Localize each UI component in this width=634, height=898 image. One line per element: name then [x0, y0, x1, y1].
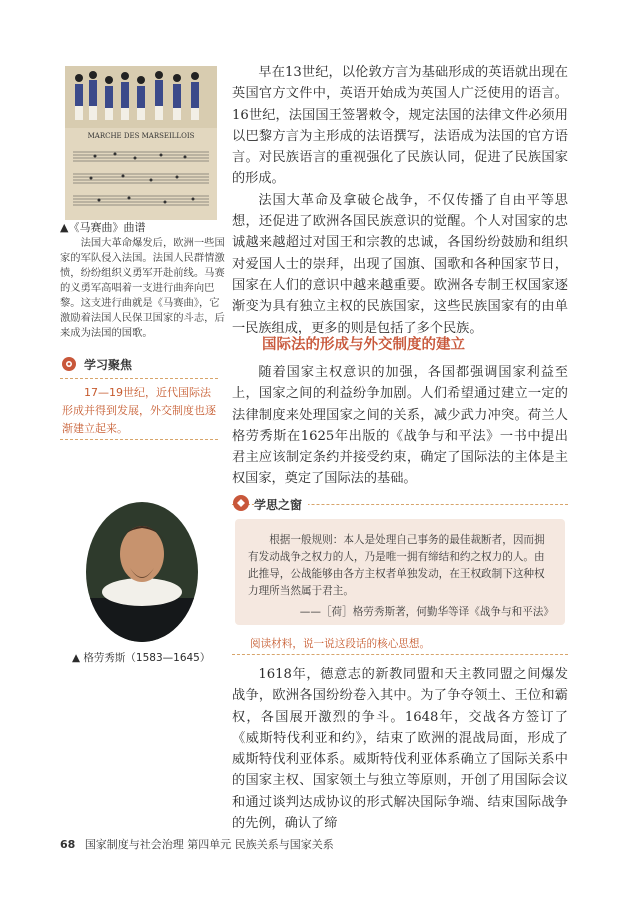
- quote-text: 根据一般规则：本人是处理自己事务的最佳裁断者，因而拥有发动战争之权力的人，乃是唯一拥有缔结和约之权力的人。由此推导，公战能够由各方主权者单独发动，在王权政制下这种权力理所当然属于君主。: [248, 534, 545, 597]
- grotius-portrait: [86, 502, 198, 642]
- main-text-block-1: [232, 62, 568, 339]
- sheet-music-title: MARCHE DES MARSEILLOIS: [87, 132, 195, 140]
- section-heading: 国际法的形成与外交制度的建立: [262, 337, 465, 353]
- paragraph-4: 1618年，德意志的新教同盟和天主教同盟之间爆发战争，欧洲各国纷纷卷入其中。为了争夺领土、王位和霸权，各国展开激烈的争斗。1648年，交战各方签订了《威斯特伐利亚和约》，结束了欧洲的混战局面，形成了威斯特伐利亚体系。威斯特伐利亚体系确立了国际关系中的国家主权、国家领土与独立等原则，开创了用国际会议和通过谈判达成协议的形式解决国际争端、结束国际战争的先例，确认了缔: [232, 667, 568, 832]
- main-text-block-3: [232, 664, 568, 834]
- paragraph-3: 随着国家主权意识的加强，各国都强调国家利益至上，国家之间的利益纷争加剧。人们希望通过建立一定的法律制度来处理国家之间的关系，减少武力冲突。荷兰人格劳秀斯在1625年出版的《战争与和平法》一书中提出君主应该制定条约并接受约束，确定了国际法的主体是主权国家，奠定了国际法的基础。: [232, 365, 568, 487]
- portrait-caption: ▲ 格劳秀斯（1583—1645）: [72, 652, 211, 664]
- page-number: 68: [60, 838, 76, 851]
- focus-title: 学习聚焦: [84, 358, 133, 372]
- focus-icon: [61, 356, 77, 376]
- thinking-window-icon: [232, 494, 250, 516]
- image-caption-title: ▲《马赛曲》曲谱: [60, 221, 146, 234]
- prompt-divider: [232, 654, 568, 655]
- reading-prompt: 阅读材料，说一说这段话的核心思想。: [250, 638, 431, 650]
- focus-text: 17—19世纪，近代国际法形成并得到发展，外交制度也逐渐建立起来。: [62, 386, 216, 435]
- main-text-block-2: [232, 362, 568, 490]
- image-caption-body: 法国大革命爆发后，欧洲一些国家的军队侵入法国。法国人民群情激愤，纷纷组织义勇军开赴前线。马赛的义勇军高唱着一支进行曲奔向巴黎。这支进行曲就是《马赛曲》，它激励着法国人民保卫国家的斗志，后来成为法国的国歌。: [60, 237, 225, 339]
- thinking-window-title: 学思之窗: [254, 496, 308, 513]
- paragraph-2: 法国大革命及拿破仑战争，不仅传播了自由平等思想，还促进了欧洲各国民族意识的觉醒。个人对国家的忠诚越来越超过对国王和宗教的忠诚，各国纷纷鼓励和组织对爱国人士的崇拜，出现了国旗、国歌和各种国家节日，国家在人们的意识中越来越重要。欧洲各专制王权国家逐渐变为具有独立主权的民族国家，这些民族国家有的由单一民族组成，更多的则是包括了多个民族。: [232, 192, 568, 336]
- paragraph-1: 早在13世纪，以伦敦方言为基础形成的英语就出现在英国官方文件中，英语开始成为英国人广泛使用的语言。16世纪，法国国王签署敕令，规定法国的法律文件必须用以巴黎方言为主形成的法语撰写，法语成为法国的官方语言。对民族语言的重视强化了民族认同，促进了民族国家的形成。: [232, 65, 568, 187]
- footer-text: 国家制度与社会治理 第四单元 民族关系与国家关系: [84, 838, 334, 851]
- page-footer: [60, 836, 334, 852]
- marseillaise-sheet-music-image: [65, 66, 217, 220]
- quote-source: ——［荷］格劳秀斯著，何勤华等译《战争与和平法》: [299, 606, 554, 618]
